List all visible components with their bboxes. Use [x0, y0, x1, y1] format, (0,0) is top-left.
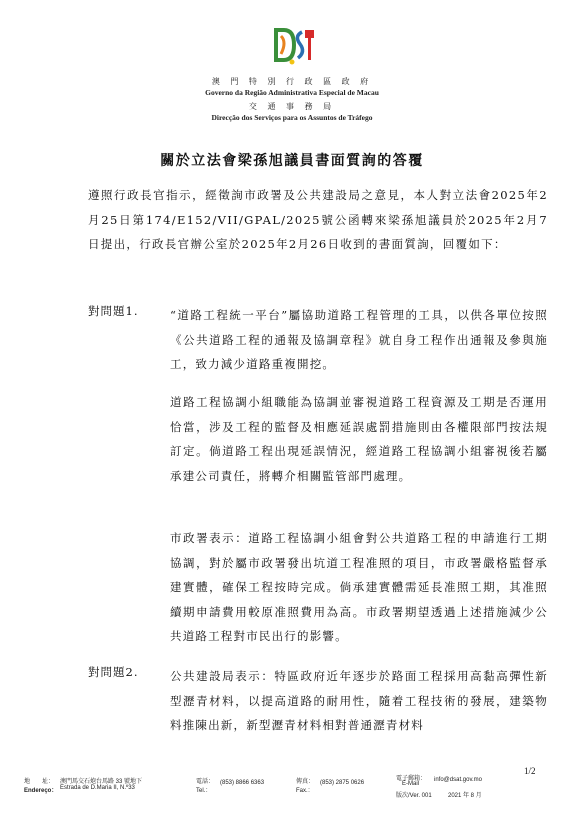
dsat-logo — [272, 22, 318, 68]
endereco-value: Estrada de D.Maria II, N.º33 — [60, 785, 135, 791]
fax-value: (853) 2875 0626 — [320, 780, 365, 786]
answer-1-paragraph-2: 道路工程協調小組職能為協調並審視道路工程資源及工期是否運用恰當，涉及工程的監督及相應延誤處罰措施則由各權限部門按法規訂定。倘道路工程出現延誤情況，經道路工程協調小組審視後若屬承建公司責任，將轉介相關監管部門處理。 — [170, 395, 548, 483]
email-value: info@dsat.gov.mo — [434, 777, 483, 783]
department-name-zh: 交 通 事 務 局 — [248, 102, 336, 111]
version-text: 版次/Ver. 001 — [396, 793, 432, 799]
document-title: 關於立法會梁孫旭議員書面質詢的答覆 — [160, 153, 424, 169]
answer-2-paragraph-1: 公共建設局表示：特區政府近年逐步於路面工程採用高黏高彈性新型瀝青材料，以提高道路的耐用性，隨着工程技術的發展，建築物料推陳出新，新型瀝青材料相對普通瀝青材料 — [170, 669, 548, 732]
fax-label-pt: Fax.： — [296, 788, 314, 794]
phone-label-pt: Tel.： — [196, 788, 212, 794]
address-label: 地 址： — [24, 779, 55, 785]
email-label-pt: E-Mail — [402, 781, 420, 787]
question-1-label: 對問題1. — [88, 304, 139, 318]
government-name-zh: 澳 門 特 別 行 政 區 政 府 — [211, 77, 373, 86]
answer-1-paragraph-3: 市政署表示：道路工程協調小組會對公共道路工程的申請進行工期協調，對於屬市政署發出坑道工程准照的項目，市政署嚴格監督承建實體，確保工程按時完成。倘承建實體需延長准照工期，其准照續期申請費用較原准照費用為高。市政署期望透過上述措施減少公共道路工程對市民出行的影響。 — [170, 531, 548, 643]
footer — [0, 772, 584, 812]
endereco-label: Endereço： — [24, 788, 58, 794]
question-2-label: 對問題2. — [88, 665, 139, 679]
department-name-pt: Direcção dos Serviços para os Assuntos de Tráfego — [211, 113, 373, 122]
email-label-zh: 電子郵箱： — [396, 776, 427, 782]
intro-paragraph: 遵照行政長官指示，經徵詢市政署及公共建設局之意見，本人對立法會2025年2月25日第174/E152/VII/GPAL/2025號公函轉來梁孫旭議員於2025年2月7日提出，行政長官辦公室於2025年2月26日收到的書面質詢，回覆如下： — [88, 188, 548, 251]
phone-label-zh: 電話： — [196, 779, 215, 785]
version-date: 2021 年 8 月 — [448, 793, 482, 799]
address-value: 澳門馬交石炮台馬路 33 號地下 — [60, 779, 143, 785]
phone-value: (853) 8866 6363 — [220, 780, 265, 786]
fax-label-zh: 傳真： — [296, 779, 315, 785]
answer-1-paragraph-1: “道路工程統一平台”屬協助道路工程管理的工具，以供各單位按照《公共道路工程的通報及協調章程》就自身工程作出通報及參與施工，致力減少道路重複開挖。 — [170, 308, 548, 371]
government-name-pt: Governo da Região Administrativa Especial de Macau — [205, 88, 379, 97]
page-number: 1/2 — [524, 766, 536, 776]
